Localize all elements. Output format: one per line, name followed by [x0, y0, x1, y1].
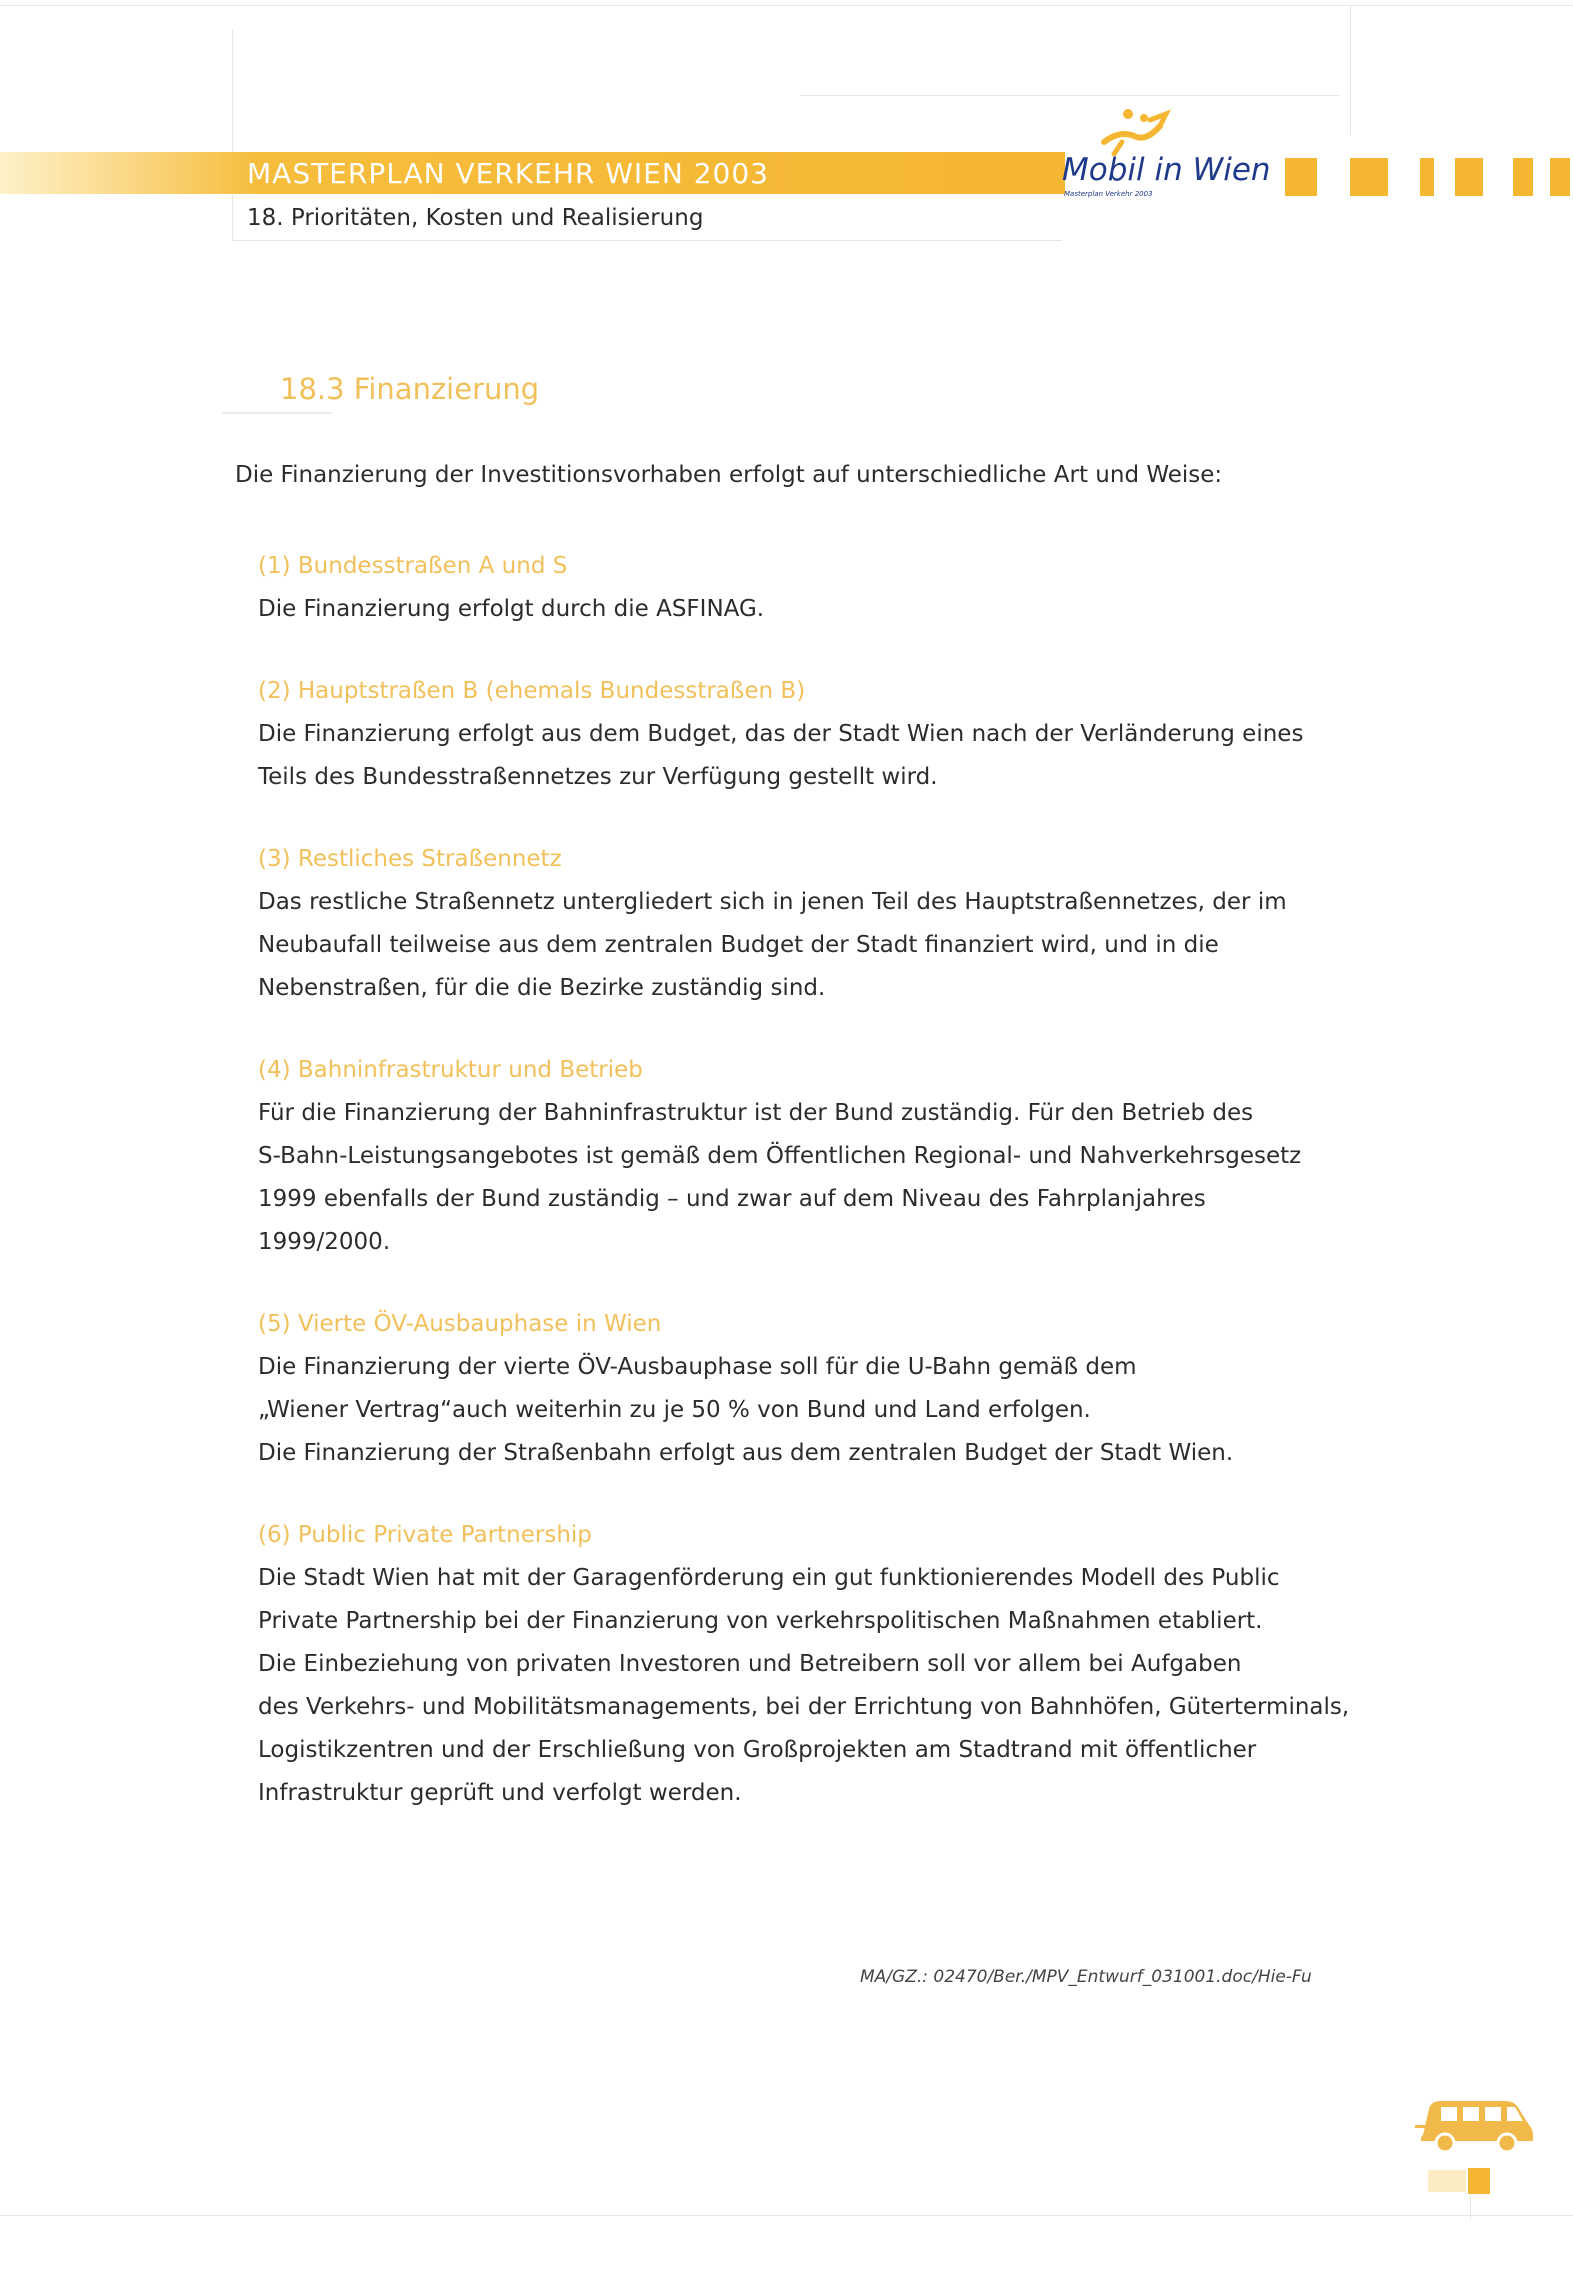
subsection-heading: (4) Bahninfrastruktur und Betrieb	[258, 1057, 643, 1083]
guide-line	[800, 95, 1340, 96]
guide-line	[1350, 5, 1351, 135]
page-marker-shadow	[1428, 2170, 1466, 2192]
paragraph-line: „Wiener Vertrag“auch weiterhin zu je 50 % von Bund und Land erfolgen.	[258, 1397, 1091, 1423]
decor-block	[1420, 158, 1434, 196]
intro-text: Die Finanzierung der Investitionsvorhaben erfolgt auf unterschiedliche Art und Weise:	[235, 462, 1223, 488]
logo-subtitle: Masterplan Verkehr 2003	[1064, 190, 1153, 198]
section-underline	[222, 412, 332, 414]
content	[258, 545, 1348, 1854]
paragraph-line: 1999/2000.	[258, 1229, 391, 1255]
logo-name: Mobil in Wien	[1062, 152, 1271, 188]
subsection-heading: (2) Hauptstraßen B (ehemals Bundesstraßen B)	[258, 678, 806, 704]
guide-line	[1470, 2195, 1471, 2220]
paragraph-line: Nebenstraßen, für die die Bezirke zuständig sind.	[258, 975, 826, 1001]
subsection-heading: (6) Public Private Partnership	[258, 1522, 592, 1548]
guide-line	[232, 30, 233, 240]
paragraph-line: S-Bahn-Leistungsangebotes ist gemäß dem Öffentlichen Regional- und Nahverkehrsgesetz	[258, 1143, 1302, 1169]
paragraph-line: Die Finanzierung erfolgt aus dem Budget, das der Stadt Wien nach der Verländerung eines	[258, 721, 1304, 747]
guide-line	[0, 2215, 1573, 2216]
paragraph-line: Die Einbeziehung von privaten Investoren und Betreibern soll vor allem bei Aufgaben	[258, 1651, 1242, 1677]
paragraph-line: Die Finanzierung erfolgt durch die ASFINAG.	[258, 596, 765, 622]
paragraph-line: Für die Finanzierung der Bahninfrastruktur ist der Bund zuständig. Für den Betrieb des	[258, 1100, 1254, 1126]
bus-icon	[1415, 2095, 1535, 2157]
page-marker	[1468, 2168, 1490, 2194]
paragraph-line: Teils des Bundesstraßennetzes zur Verfügung gestellt wird.	[258, 764, 938, 790]
paragraph-line: Das restliche Straßennetz untergliedert sich in jenen Teil des Hauptstraßennetzes, der im	[258, 889, 1287, 915]
paragraph-line: 1999 ebenfalls der Bund zuständig – und zwar auf dem Niveau des Fahrplanjahres	[258, 1186, 1206, 1212]
subsection-2	[258, 670, 1348, 799]
subsection-heading: (5) Vierte ÖV-Ausbauphase in Wien	[258, 1311, 662, 1337]
subsection-1	[258, 545, 1348, 631]
paragraph-line: Die Finanzierung der Straßenbahn erfolgt aus dem zentralen Budget der Stadt Wien.	[258, 1440, 1234, 1466]
paragraph-line: des Verkehrs- und Mobilitätsmanagements, bei der Errichtung von Bahnhöfen, Güterterminals,	[258, 1694, 1350, 1720]
subsection-5	[258, 1303, 1348, 1475]
chapter-title: 18. Prioritäten, Kosten und Realisierung	[247, 205, 704, 231]
subsection-3	[258, 838, 1348, 1010]
subsection-heading: (3) Restliches Straßennetz	[258, 846, 562, 872]
header-title: MASTERPLAN VERKEHR WIEN 2003	[247, 157, 769, 190]
decor-block	[1350, 158, 1388, 196]
subsection-6	[258, 1514, 1348, 1815]
paragraph-line: Die Stadt Wien hat mit der Garagenförderung ein gut funktionierendes Modell des Public	[258, 1565, 1280, 1591]
decor-block	[1455, 158, 1483, 196]
subsection-4	[258, 1049, 1348, 1264]
guide-line	[0, 5, 1573, 6]
section-title: 18.3 Finanzierung	[280, 372, 540, 406]
figure-icon	[1100, 106, 1180, 156]
paragraph-line: Infrastruktur geprüft und verfolgt werden.	[258, 1780, 742, 1806]
decor-block	[1285, 158, 1317, 196]
subsection-heading: (1) Bundesstraßen A und S	[258, 553, 568, 579]
decor-block	[1513, 158, 1533, 196]
decor-block	[1550, 158, 1570, 196]
paragraph-line: Die Finanzierung der vierte ÖV-Ausbauphase soll für die U-Bahn gemäß dem	[258, 1354, 1137, 1380]
document-reference: MA/GZ.: 02470/Ber./MPV_Entwurf_031001.doc/Hie-Fu	[860, 1967, 1312, 1987]
paragraph-line: Private Partnership bei der Finanzierung von verkehrspolitischen Maßnahmen etabliert.	[258, 1608, 1263, 1634]
paragraph-line: Neubaufall teilweise aus dem zentralen Budget der Stadt finanziert wird, und in die	[258, 932, 1219, 958]
paragraph-line: Logistikzentren und der Erschließung von Großprojekten am Stadtrand mit öffentlicher	[258, 1737, 1257, 1763]
guide-line	[232, 240, 1062, 241]
